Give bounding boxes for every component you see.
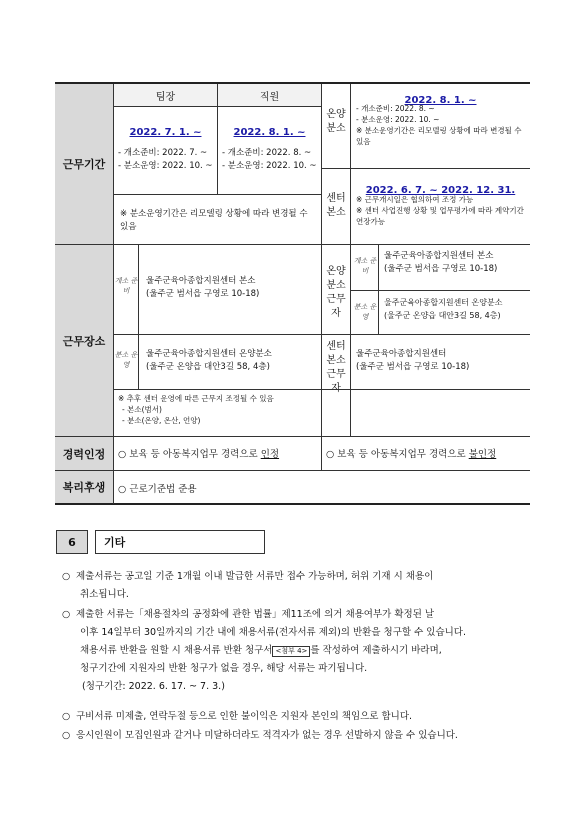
team-leader-date: 2022. 7. 1. ~ [129,127,202,138]
divider [55,436,530,437]
staff-detail: - 개소준비: 2022. 8. ~ - 분소운영: 2022. 10. ~ [222,148,317,171]
left-setup-tag: 개소 준비 [114,277,138,295]
welfare-header: 복리후생 [55,471,113,503]
divider [55,470,530,471]
divider [55,244,530,245]
center-main-label: 센터 본소 [326,193,346,218]
list-item: ○ 응시인원이 모집인원과 같거나 미달하더라도 적격자가 없는 경우 선발하지 않을 수 있습니다. [62,730,458,741]
career-not-recognized: ○ 보육 등 아동복지업무 경력으로 불인정 [326,449,497,460]
center-place: 울주군육아종합지원센터 (울주군 범서읍 구영로 10-18) [356,349,470,372]
period-header: 근무기간 [55,84,113,244]
section-number: 6 [56,530,88,554]
onyang-branch-label: 온양 분소 [326,109,346,134]
center-worker-label: 센터 본소 근무 [326,341,346,380]
place-header: 근무장소 [55,245,113,436]
left-branch-tag: 분소 운영 [114,351,138,369]
right-setup-place: 울주군육아종합지원센터 본소 (울주군 범서읍 구영로 10-18) [384,251,498,274]
place-note: ※ 추후 센터 운영에 따른 근무지 조정될 수 있음 - 본소(범서) - 분소(온양, 온산, 언양) [118,394,274,425]
divider [138,245,139,389]
staff-label: 직원 [218,84,321,106]
divider [114,389,530,390]
team-leader-label: 팀장 [114,84,217,106]
center-date: 2022. 6. 7. ~ 2022. 12. 31. [365,185,516,196]
right-setup-tag: 개소 준비 [353,257,377,275]
right-branch-tag: 분소 운영 [353,303,377,321]
welfare-text: ○ 근로기준법 준용 [118,484,197,495]
staff-date: 2022. 8. 1. ~ [233,127,306,138]
career-header: 경력인정 [55,437,113,470]
list-item: ○ 구비서류 미제출, 연락두절 등으로 인한 불이익은 지원자 본인의 책임으로 합니다. [62,711,413,722]
right-branch-place: 울주군육아종합지원센터 온양분소 (울주군 온양읍 대안3길 58, 4층) [384,298,503,320]
list-item: ○ 제출서류는 공고일 기준 1개월 이내 발급한 서류만 접수 가능하며, 허위 기재 시 채용이 취소됩니다. [62,571,434,600]
onyang-date: 2022. 8. 1. ~ [404,95,477,106]
table-bottom-border [55,503,530,505]
left-setup-place: 울주군육아종합지원센터 본소 (울주군 범서읍 구영로 10-18) [146,276,260,299]
divider [114,334,530,335]
attachment-tag: <첨부 4> [272,646,310,657]
onyang-detail: - 개소준비: 2022. 8. ~ - 분소운영: 2022. 10. ~ ※ 분소운영기간은 리모델링 상황에 따라 변경될 수 있음 [356,104,522,146]
divider [114,194,321,195]
divider [321,437,322,470]
period-note: ※ 분소운영기간은 리모델링 상황에 따라 변경될 수 있음 [120,209,308,232]
left-branch-place: 울주군육아종합지원센터 온양분소 (울주군 온양읍 대안3길 58, 4층) [146,349,272,372]
divider [351,290,530,291]
center-detail: ※ 근무개시일은 협의하여 조정 가능 ※ 센터 사업진행 상황 및 업무평가에 따라 계약기간 연장가능 [356,195,524,226]
divider [350,84,351,436]
section-title: 기타 [95,530,265,554]
list-item: ○ 제출한 서류는「채용절차의 공정화에 관한 법률」제11조에 의거 채용여부가 확정된 날 이후 14일부터 30일까지의 기간 내에 채용서류(전자서류 제외)의 반환을 청구할 수 있습니다. 채용서류 반환을 원할 시 채용서류 반환 청구서 <첨부 4> 를 작성하여 제출하시기 바라며, 청구기간에 지원자의 반환 청구가 없을 경우, 해당 서류는 파기됩니다. (청구기간: 2022. 6. 17. ~ 7. 3.) [62,609,467,692]
divider [322,168,530,169]
onyang-worker-label: 온양 분소 근무자 [326,266,346,319]
team-leader-detail: - 개소준비: 2022. 7. ~ - 분소운영: 2022. 10. ~ [118,148,213,171]
career-recognized: ○ 보육 등 아동복지업무 경력으로 인정 [118,449,280,460]
